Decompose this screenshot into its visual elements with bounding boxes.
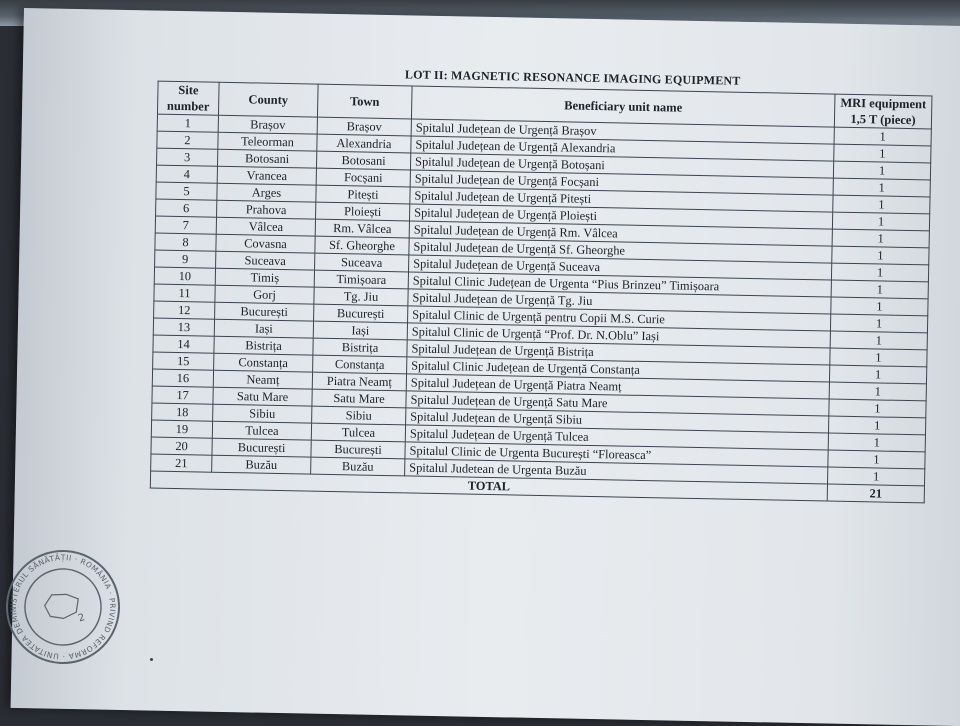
cell-site-number: 4 [156, 165, 217, 183]
header-site-number: Site number [157, 81, 219, 115]
cell-mri-count: 1 [834, 144, 931, 163]
cell-beneficiary-unit: Spitalul Județean de Urgență Pitești [410, 187, 833, 212]
cell-beneficiary-unit: Spitalul Județean de Urgență Piatra Neamț [406, 374, 829, 399]
cell-site-number: 1 [157, 114, 218, 132]
cell-county: Sibiu [213, 404, 312, 423]
cell-site-number: 18 [152, 403, 213, 421]
cell-beneficiary-unit: Spitalul Județean de Urgență Focșani [410, 170, 833, 195]
cell-town: Iași [313, 321, 407, 340]
cell-beneficiary-unit: Spitalul Județean de Urgență Satu Mare [406, 391, 829, 416]
cell-mri-count: 1 [833, 195, 930, 214]
cell-mri-count: 1 [829, 365, 926, 384]
cell-county: Brașov [218, 115, 317, 134]
cell-town: Sf. Gheorghe [315, 236, 409, 255]
cell-town: Tulcea [311, 423, 405, 442]
cell-beneficiary-unit: Spitalul Județean de Urgență Brașov [411, 119, 834, 144]
document-title: LOT II: MAGNETIC RESONANCE IMAGING EQUIPMENT [404, 67, 741, 88]
cell-county: Neamț [213, 370, 312, 389]
cell-beneficiary-unit: Spitalul Clinic Județean de Urgență Constanța [407, 357, 830, 382]
cell-beneficiary-unit: Spitalul Judetean de Urgenta Buzău [405, 459, 828, 484]
cell-beneficiary-unit: Spitalul Județean de Urgență Alexandria [411, 136, 834, 161]
header-beneficiary-unit: Beneficiary unit name [411, 86, 835, 127]
cell-town: Bistrița [313, 338, 407, 357]
cell-beneficiary-unit: Spitalul Județean de Urgență Ploiești [409, 204, 832, 229]
cell-county: Suceava [216, 251, 315, 270]
cell-county: Constanța [214, 353, 313, 372]
cell-site-number: 5 [156, 182, 217, 200]
cell-town: Suceava [315, 253, 409, 272]
cell-beneficiary-unit: Spitalul Clinic de Urgență pentru Copii M.S. Curie [408, 306, 831, 331]
cell-mri-count: 1 [828, 416, 925, 435]
cell-town: Piatra Neamț [312, 372, 406, 391]
cell-county: Vrancea [217, 166, 316, 185]
cell-mri-count: 1 [833, 161, 930, 180]
cell-town: Ploiești [316, 202, 410, 221]
cell-site-number: 11 [154, 284, 215, 302]
cell-beneficiary-unit: Spitalul Județean de Urgență Tg. Jiu [408, 289, 831, 314]
cell-town: Tg. Jiu [314, 287, 408, 306]
cell-mri-count: 1 [828, 433, 925, 452]
cell-county: Arges [217, 183, 316, 202]
cell-mri-count: 1 [830, 331, 927, 350]
cell-site-number: 13 [153, 318, 214, 336]
cell-county: Gorj [215, 285, 314, 304]
cell-beneficiary-unit: Spitalul Județean de Urgență Suceava [409, 255, 832, 280]
cell-site-number: 21 [151, 454, 212, 472]
cell-mri-count: 1 [832, 212, 929, 231]
cell-mri-count: 1 [829, 399, 926, 418]
cell-site-number: 2 [157, 131, 218, 149]
cell-site-number: 12 [154, 301, 215, 319]
cell-town: Constanța [313, 355, 407, 374]
total-value: 21 [827, 484, 924, 503]
cell-town: Sibiu [312, 406, 406, 425]
cell-beneficiary-unit: Spitalul Județean de Urgență Bistrița [407, 340, 830, 365]
header-mri-equipment: MRI equipment 1,5 T (piece) [834, 94, 932, 129]
cell-beneficiary-unit: Spitalul Județean de Urgență Sf. Gheorghe [409, 238, 832, 263]
cell-town: Focșani [316, 168, 410, 187]
cell-county: Covasna [216, 234, 315, 253]
cell-county: Iași [214, 319, 313, 338]
cell-town: București [314, 304, 408, 323]
cell-county: București [215, 302, 314, 321]
cell-county: Timiș [215, 268, 314, 287]
cell-mri-count: 1 [833, 178, 930, 197]
cell-beneficiary-unit: Spitalul Clinic de Urgenta București “Floreasca” [405, 442, 828, 467]
cell-site-number: 3 [157, 148, 218, 166]
cell-mri-count: 1 [829, 382, 926, 401]
cell-county: Prahova [217, 200, 316, 219]
cell-county: București [212, 438, 311, 457]
cell-beneficiary-unit: Spitalul Județean de Urgență Rm. Vâlcea [409, 221, 832, 246]
cell-town: Pitești [316, 185, 410, 204]
cell-town: Timișoara [314, 270, 408, 289]
cell-county: Satu Mare [213, 387, 312, 406]
cell-mri-count: 1 [832, 229, 929, 248]
cell-site-number: 20 [151, 437, 212, 455]
stamp-number: 2 [76, 612, 87, 625]
cell-town: Brașov [317, 117, 411, 136]
cell-mri-count: 1 [830, 348, 927, 367]
header-county: County [218, 82, 318, 117]
cell-beneficiary-unit: Spitalul Județean de Urgență Botoșani [410, 153, 833, 178]
cell-site-number: 7 [155, 216, 216, 234]
cell-mri-count: 1 [828, 450, 925, 469]
cell-county: Botosani [217, 149, 316, 168]
cell-mri-count: 1 [834, 127, 931, 146]
cell-mri-count: 1 [828, 467, 925, 486]
cell-site-number: 19 [151, 420, 212, 438]
cell-mri-count: 1 [830, 314, 927, 333]
cell-town: Botosani [316, 151, 410, 170]
cell-county: Vâlcea [216, 217, 315, 236]
cell-beneficiary-unit: Spitalul Județean de Urgență Tulcea [405, 425, 828, 450]
cell-county: Teleorman [218, 132, 317, 151]
cell-site-number: 10 [154, 267, 215, 285]
cell-town: Alexandria [317, 134, 411, 153]
paper-speck [150, 658, 153, 661]
cell-site-number: 8 [155, 233, 216, 251]
equipment-table [150, 81, 933, 504]
cell-site-number: 16 [152, 369, 213, 387]
cell-beneficiary-unit: Spitalul Clinic Județean de Urgenta “Pius Brinzeu” Timișoara [408, 272, 831, 297]
cell-mri-count: 1 [831, 297, 928, 316]
cell-mri-count: 1 [831, 280, 928, 299]
cell-town: Satu Mare [312, 389, 406, 408]
cell-mri-count: 1 [832, 246, 929, 265]
cell-county: Tulcea [212, 421, 311, 440]
header-town: Town [317, 84, 412, 119]
cell-site-number: 9 [155, 250, 216, 268]
cell-beneficiary-unit: Spitalul Clinic de Urgență “Prof. Dr. N.Oblu” Iași [407, 323, 830, 348]
cell-beneficiary-unit: Spitalul Județean de Urgență Sibiu [406, 408, 829, 433]
cell-county: Buzău [212, 455, 311, 474]
cell-town: București [311, 440, 405, 459]
cell-town: Buzău [311, 457, 405, 476]
total-label: TOTAL [150, 471, 827, 501]
cell-site-number: 14 [153, 335, 214, 353]
document-page [11, 8, 960, 726]
table-body [151, 114, 932, 486]
cell-site-number: 17 [152, 386, 213, 404]
cell-county: Bistrița [214, 336, 313, 355]
cell-site-number: 15 [153, 352, 214, 370]
cell-town: Rm. Vâlcea [315, 219, 409, 238]
stamp-ring-text: MINISTERUL SĂNĂTĂȚII · ROMÂNIA · PRIVIND REFORMA · UNITATEA DE [8, 552, 118, 662]
cell-site-number: 6 [156, 199, 217, 217]
cell-mri-count: 1 [831, 263, 928, 282]
